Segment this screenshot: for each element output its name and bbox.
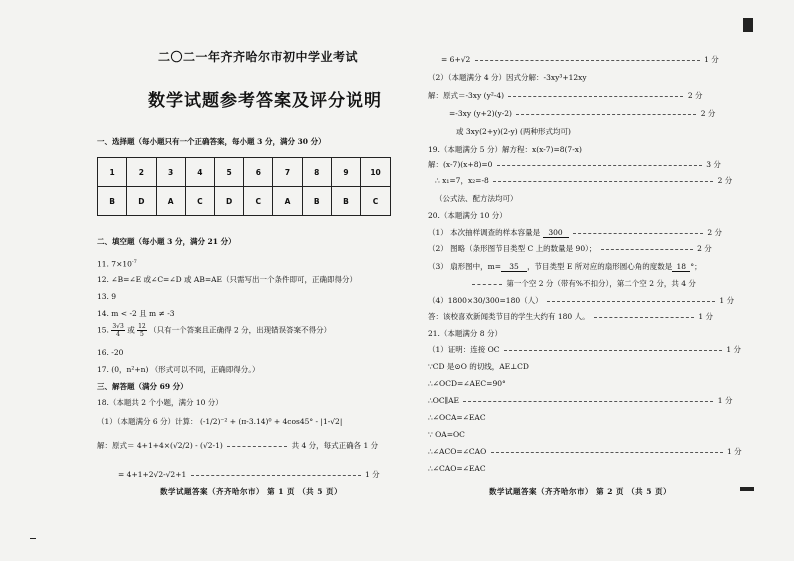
edge-mark (740, 487, 754, 491)
q19-heading: 19.（本题满分 5 分）解方程：x(x-7)=8(7-x) (428, 145, 582, 154)
section3-heading: 三、解答题（满分 69 分） (97, 382, 188, 391)
answer-11-exponent: -7 (131, 259, 137, 265)
numerator: 3√3 (112, 323, 124, 330)
score: 1 分 (717, 396, 733, 405)
fraction (137, 323, 147, 338)
answer-15-prefix: 15. (97, 325, 109, 335)
score: 1 分 (704, 55, 719, 64)
q20-3 (428, 262, 702, 272)
table-cell: A (156, 187, 185, 216)
q21-line1 (428, 345, 741, 354)
table-cell: D (214, 187, 243, 216)
q20-3-text-b: ，节目类型 E 所对应的扇形圆心角的度数是 (527, 262, 673, 271)
proof-text: ∴∠ACO=∠CAO (428, 447, 487, 456)
solution-score-note: 共 4 分，每式正确各 1 分 (291, 441, 379, 450)
table-cell: 5 (214, 158, 243, 187)
answer-13: 13. 9 (97, 292, 117, 301)
denominator: 5 (139, 331, 144, 338)
q20-heading: 20.（本题满分 10 分） (428, 211, 507, 220)
solution-expression: ∴ x₁=7，x₂=-8 (435, 176, 489, 185)
corner-mark (743, 18, 753, 32)
q21-line3: ∴∠OCD=∠AEC=90° (428, 379, 506, 388)
q20-2-text: （2） 图略（条形图节目类型 C 上的数量是 90）； (428, 244, 597, 253)
table-cell: 2 (127, 158, 156, 187)
table-cell: B (302, 187, 331, 216)
q20-4-text: （4）1800×30/300=180（人） (428, 296, 543, 305)
footer-page-1: 数学试题答案（齐齐哈尔市） 第 1 页 （共 5 页） (160, 487, 343, 496)
q19-sol2 (435, 176, 732, 185)
q19-note: （公式法、配方法均可） (435, 194, 518, 203)
q20-4-answer (428, 312, 713, 321)
edge-mark (30, 538, 36, 539)
solution-expression: = 4+1+2√2-√2+1 (118, 470, 187, 479)
q18-2-sol3: 或 3xy(2+y)(2-y) (两种形式均可) (456, 127, 571, 136)
solution-expression: =-3xy (y+2)(y-2) (449, 109, 512, 118)
numerator: 12 (138, 323, 146, 330)
score: 1 分 (726, 345, 741, 354)
solution-expression: 解：(x-7)(x+8)=0 (428, 160, 493, 169)
q20-4 (428, 296, 734, 305)
table-cell: C (361, 187, 391, 216)
answer-16: 16. -20 (97, 348, 124, 357)
or-text: 或 (127, 325, 135, 335)
answer-15 (97, 323, 331, 338)
table-cell: 8 (302, 158, 331, 187)
answer-15-note: （只有一个答案且正确得 2 分，出现错误答案不得分） (149, 325, 332, 335)
answer-11 (97, 258, 137, 269)
q21-line2: ∵CD 是⊙O 的切线，AE⊥CD (428, 362, 529, 371)
table-cell: B (331, 187, 360, 216)
q18-1-expression: (-1/2)⁻² + (π-3.14)⁰ + 4cos45° - |1-√2| (199, 417, 343, 426)
table-cell: 3 (156, 158, 185, 187)
q21-line4 (428, 396, 732, 405)
answer-blank: 300 (543, 228, 569, 238)
r-line1 (441, 55, 719, 64)
table-cell: 10 (361, 158, 391, 187)
answer-text: 答：该校喜欢新闻类节目的学生大约有 180 人。 (428, 312, 590, 321)
fraction (111, 323, 124, 338)
proof-text: （1）证明：连接 OC (428, 345, 500, 354)
page-title: 数学试题参考答案及评分说明 (148, 91, 382, 111)
answer-11-text: 11. 7×10 (97, 259, 132, 269)
exam-heading: 二〇二一年齐齐哈尔市初中学业考试 (158, 50, 359, 64)
q20-3-note (470, 279, 696, 288)
q21-line5: ∴∠OCA=∠EAC (428, 413, 486, 422)
score: 1 分 (698, 312, 714, 321)
q21-line6: ∵ OA=OC (428, 430, 465, 439)
q21-line8: ∴∠CAO=∠EAC (428, 464, 486, 473)
table-cell: A (273, 187, 302, 216)
score: 1 分 (727, 447, 742, 456)
answer-14: 14. m < -2 且 m ≠ -3 (97, 309, 175, 318)
q18-heading: 18.（本题共 2 个小题，满分 10 分） (97, 398, 223, 407)
q18-2-sol2 (449, 109, 715, 118)
q20-1 (428, 228, 722, 238)
solution-label: 解：原式＝ (97, 441, 135, 450)
solution-expression: 4+1+4×(√2/2) - (√2-1) (136, 441, 223, 450)
section2-heading: 二、填空题（每小题 3 分，满分 21 分） (97, 237, 236, 246)
q18-2-heading: （2）（本题满分 4 分）因式分解：-3xy³+12xy (428, 73, 587, 82)
answer-table (97, 157, 391, 216)
solution-expression: = 6+√2 (441, 55, 471, 64)
table-cell: 6 (244, 158, 273, 187)
table-cell: 1 (98, 158, 127, 187)
score: 3 分 (706, 160, 721, 169)
table-cell: 4 (185, 158, 214, 187)
q18-1-line2 (118, 470, 380, 479)
score: 2 分 (700, 109, 716, 118)
score: 1 分 (719, 296, 735, 305)
q18-1-problem (97, 417, 342, 426)
table-cell: 7 (273, 158, 302, 187)
q20-3-text-a: （3） 扇形图中，m= (428, 262, 502, 271)
score: 2 分 (707, 228, 722, 237)
proof-text: ∴OC∥AE (428, 396, 460, 405)
table-cell: D (127, 187, 156, 216)
q18-1-solution (97, 441, 378, 450)
table-cell: 9 (331, 158, 360, 187)
footer-page-2: 数学试题答案（齐齐哈尔市） 第 2 页 （共 5 页） (489, 487, 672, 496)
q20-3-text-c: °； (690, 262, 702, 271)
q18-1-label: （1）（本题满分 6 分）计算： (97, 417, 198, 426)
score: 1 分 (365, 470, 380, 479)
score: 2 分 (717, 176, 733, 185)
answer-12: 12. ∠B=∠E 或∠C=∠D 或 AB=AE（只需写出一个条件即可，正确即得分） (97, 275, 358, 284)
table-cell: C (244, 187, 273, 216)
answer-17: 17. (0，n²+n) （形式可以不同，正确即得分。） (97, 365, 260, 374)
table-cell: C (185, 187, 214, 216)
score: 2 分 (697, 244, 712, 253)
table-cell: B (98, 187, 127, 216)
denominator: 4 (116, 331, 120, 338)
q19-sol1 (428, 160, 721, 169)
section1-heading: 一、选择题（每小题只有一个正确答案，每小题 3 分，满分 30 分） (97, 137, 326, 146)
q20-1-text: （1） 本次抽样调查的样本容量是 (428, 228, 541, 237)
q21-heading: 21.（本题满分 8 分） (428, 329, 502, 338)
solution-expression: 解：原式＝-3xy (y²-4) (428, 91, 505, 100)
answer-blank: 18 (672, 262, 690, 272)
answer-table-numbers-row (98, 158, 391, 187)
q20-2 (428, 244, 712, 253)
q21-line7 (428, 447, 742, 456)
score-note: 第一个空 2 分（带有%不扣分），第二个空 2 分，共 4 分 (506, 279, 696, 288)
score: 2 分 (687, 91, 703, 100)
q18-2-sol1 (428, 91, 703, 100)
answer-blank: 35 (501, 262, 527, 272)
answer-table-answers-row (98, 187, 391, 216)
